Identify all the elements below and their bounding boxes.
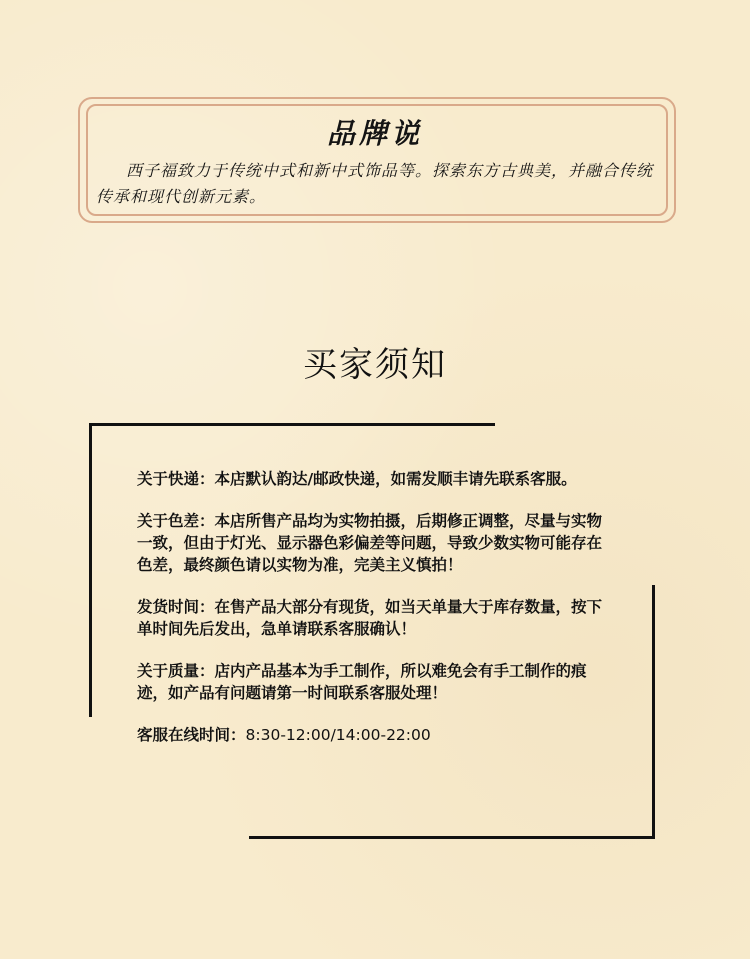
brand-title: 品牌说 — [326, 117, 423, 150]
frame-line-bottom — [249, 836, 655, 839]
brand-description-text: 西子福致力于传统中式和新中式饰品等。探索东方古典美，并融合传统传承和现代创新元素。 — [96, 161, 654, 206]
notice-body — [137, 468, 609, 766]
notice-item-dispatch: 发货时间：在售产品大部分有现货，如当天单量大于库存数量，按下单时间先后发出，急单请联系客服确认！ — [137, 598, 603, 638]
brand-description — [96, 158, 666, 210]
notice-item-quality: 关于质量：店内产品基本为手工制作，所以难免会有手工制作的痕迹，如产品有问题请第一时间联系客服处理！ — [137, 662, 587, 702]
notice-item-color: 关于色差：本店所售产品均为实物拍摄，后期修正调整，尽量与实物一致，但由于灯光、显示器色彩偏差等问题，导致少数实物可能存在色差，最终颜色请以实物为准，完美主义慎拍！ — [137, 512, 603, 574]
frame-line-left — [89, 423, 92, 717]
notice-heading: 买家须知 — [303, 345, 447, 385]
service-hours-label: 客服在线时间： — [137, 726, 246, 744]
service-hours-value: 8:30-12:00/14:00-22:00 — [245, 726, 431, 744]
frame-line-right — [652, 585, 655, 839]
notice-item-shipping: 关于快递：本店默认韵达/邮政快递，如需发顺丰请先联系客服。 — [137, 470, 577, 488]
notice-item-service-hours — [137, 724, 609, 746]
frame-line-top — [89, 423, 495, 426]
